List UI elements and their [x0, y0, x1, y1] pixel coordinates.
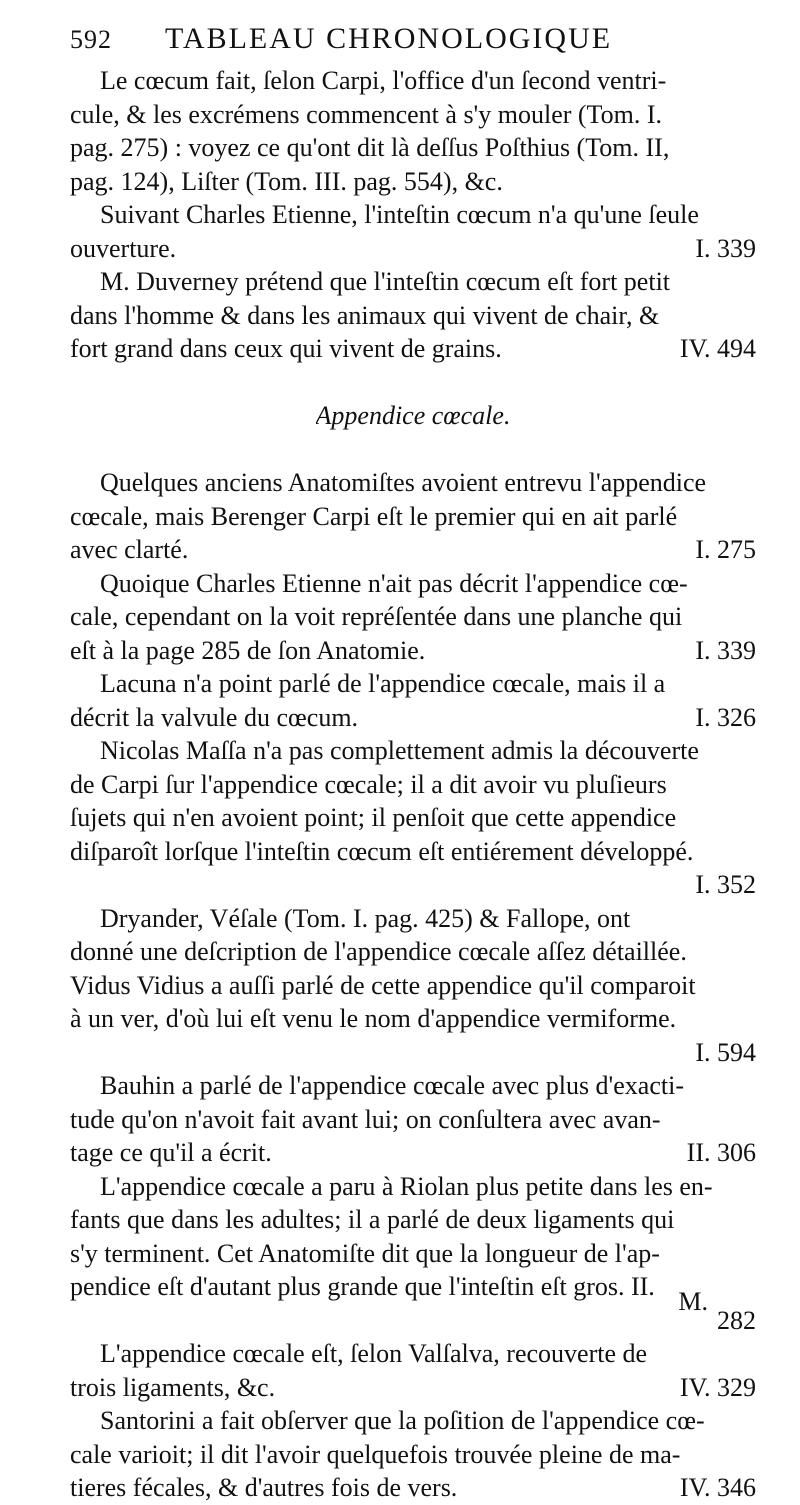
text-line: [70, 1036, 756, 1070]
line-text: s'y terminent. Cet Anatomiſte dit que la longueur de l'ap-: [70, 1238, 660, 1268]
text-line: [70, 1404, 756, 1438]
volume-page-reference: IV. 346: [679, 1473, 756, 1502]
text-line: [70, 500, 756, 534]
text-line: [70, 902, 756, 936]
line-text: Dryander, Véſale (Tom. I. pag. 425) & Fallope, ont: [100, 903, 631, 933]
line-text: tage ce qu'il a écrit.: [70, 1138, 272, 1167]
volume-page-reference: IV. 329: [679, 1372, 756, 1402]
text-line: [70, 1103, 756, 1137]
text-line: [70, 969, 756, 1003]
running-title: TABLEAU CHRONOLOGIQUE: [165, 22, 613, 55]
page-number: 592: [70, 25, 112, 54]
text-line: [70, 734, 756, 768]
volume-page-reference: I. 275: [695, 535, 756, 564]
line-text: Nicolas Maſſa n'a pas complettement admis la découverte: [100, 736, 699, 765]
body-text: [70, 64, 756, 1505]
line-text: pendice eſt d'autant plus grande que l'inteſtin eſt gros. II.: [70, 1272, 655, 1301]
line-text: cale varioit; il dit l'avoir quelquefois trouvée pleine de ma-: [70, 1439, 681, 1469]
text-line: [70, 1002, 756, 1036]
text-line: [70, 835, 756, 869]
line-text: ouverture.: [70, 233, 177, 263]
section-heading: [70, 399, 756, 433]
volume-page-reference: I. 326: [695, 702, 756, 732]
line-text: dans l'homme & dans les animaux qui vivent de chair, &: [70, 300, 660, 330]
text-line: [70, 1438, 756, 1472]
text-line: [70, 801, 756, 835]
volume-page-reference: I. 339: [695, 233, 756, 263]
text-line: [70, 98, 756, 132]
text-line: [70, 533, 756, 567]
text-line: [70, 701, 756, 735]
line-text: à un ver, d'où lui eſt venu le nom d'appendice vermiforme.: [70, 1004, 677, 1033]
line-text: M. Duverney prétend que l'inteſtin cœcum eſt fort petit: [100, 267, 671, 296]
text-line: [70, 232, 756, 266]
line-text: tieres fécales, & d'autres fois de vers.: [70, 1473, 458, 1502]
line-text: tude qu'on n'avoit fait avant lui; on conſultera avec avan-: [70, 1104, 661, 1134]
line-text: ſujets qui n'en avoient point; il penſoit que cette appendice: [70, 803, 677, 832]
line-text: décrit la valvule du cœcum.: [70, 702, 359, 732]
line-text: Appendice cœcale.: [315, 401, 511, 430]
line-text: Le cœcum fait, ſelon Carpi, l'office d'un ſecond ventri-: [100, 66, 667, 95]
line-text: fort grand dans ceux qui vivent de grains.: [70, 334, 502, 363]
text-line: [70, 1203, 756, 1237]
volume-page-reference: IV. 494: [679, 334, 756, 363]
text-line: [70, 1471, 756, 1505]
line-text: eſt à la page 285 de ſon Anatomie.: [70, 635, 426, 665]
line-text: Quelques anciens Anatomiſtes avoient entrevu l'appendice: [100, 468, 707, 497]
line-text: Suivant Charles Etienne, l'inteſtin cœcum n'a qu'une ſeule: [100, 200, 699, 229]
line-text: cule, & les excrémens commencent à s'y mouler (Tom. I.: [70, 99, 662, 129]
text-line: [70, 1136, 756, 1170]
page-header: [70, 22, 756, 62]
text-line: [70, 667, 756, 701]
line-text: pag. 275) : voyez ce qu'ont dit là deſſus Poſthius (Tom. II,: [70, 133, 670, 162]
volume-page-reference: I. 594: [695, 1037, 756, 1067]
line-text: Bauhin a parlé de l'appendice cœcale avec plus d'exacti-: [100, 1071, 684, 1100]
text-line: [70, 1304, 756, 1338]
text-line: [70, 265, 756, 299]
blank-line: [70, 433, 756, 467]
text-line: [70, 1170, 756, 1204]
line-text: de Carpi ſur l'appendice cœcale; il a dit avoir vu pluſieurs: [70, 769, 667, 799]
line-text: avec clarté.: [70, 535, 189, 564]
text-line: [70, 1371, 756, 1405]
text-line: [70, 1069, 756, 1103]
line-text: Lacuna n'a point parlé de l'appendice cœcale, mais il a: [100, 669, 666, 698]
text-line: [70, 466, 756, 500]
line-text: trois ligaments, &c.: [70, 1372, 276, 1402]
text-line: [70, 1270, 756, 1304]
text-line: [70, 935, 756, 969]
line-text: Quoique Charles Etienne n'ait pas décrit l'appendice cœ-: [100, 568, 688, 598]
volume-page-reference: II. 306: [686, 1138, 756, 1167]
text-line: [70, 131, 756, 165]
text-line: [70, 332, 756, 366]
text-line: [70, 1337, 756, 1371]
text-line: [70, 165, 756, 199]
volume-page-reference: 282: [717, 1305, 756, 1335]
blank-line: [70, 366, 756, 400]
line-text: L'appendice cœcale eſt, ſelon Valſalva, recouverte de: [100, 1339, 648, 1368]
text-line: [70, 198, 756, 232]
line-text: Santorini a fait obſerver que la poſition de l'appendice cœ-: [100, 1406, 705, 1435]
text-line: [70, 600, 756, 634]
text-line: [70, 1237, 756, 1271]
line-text: Vidus Vidius a auſſi parlé de cette appendice qu'il comparoit: [70, 970, 696, 1000]
volume-page-reference: I. 339: [695, 635, 756, 665]
text-line: [70, 768, 756, 802]
text-line: [70, 567, 756, 601]
line-text: diſparoît lorſque l'inteſtin cœcum eſt entiérement développé.: [70, 836, 694, 866]
text-line: [70, 634, 756, 668]
line-text: donné une deſcription de l'appendice cœcale aſſez détaillée.: [70, 937, 687, 966]
text-line: [70, 868, 756, 902]
volume-page-reference: I. 352: [695, 870, 756, 899]
text-line: [70, 64, 756, 98]
catchword: M.: [678, 1287, 708, 1316]
line-text: pag. 124), Liſter (Tom. III. pag. 554), &c.: [70, 166, 503, 196]
text-line: [70, 299, 756, 333]
line-text: cœcale, mais Berenger Carpi eſt le premier qui en ait parlé: [70, 501, 678, 531]
line-text: L'appendice cœcale a paru à Riolan plus petite dans les en-: [100, 1171, 713, 1201]
line-text: cale, cependant on la voit repréſentée dans une planche qui: [70, 602, 683, 631]
line-text: fants que dans les adultes; il a parlé de deux ligaments qui: [70, 1205, 675, 1234]
